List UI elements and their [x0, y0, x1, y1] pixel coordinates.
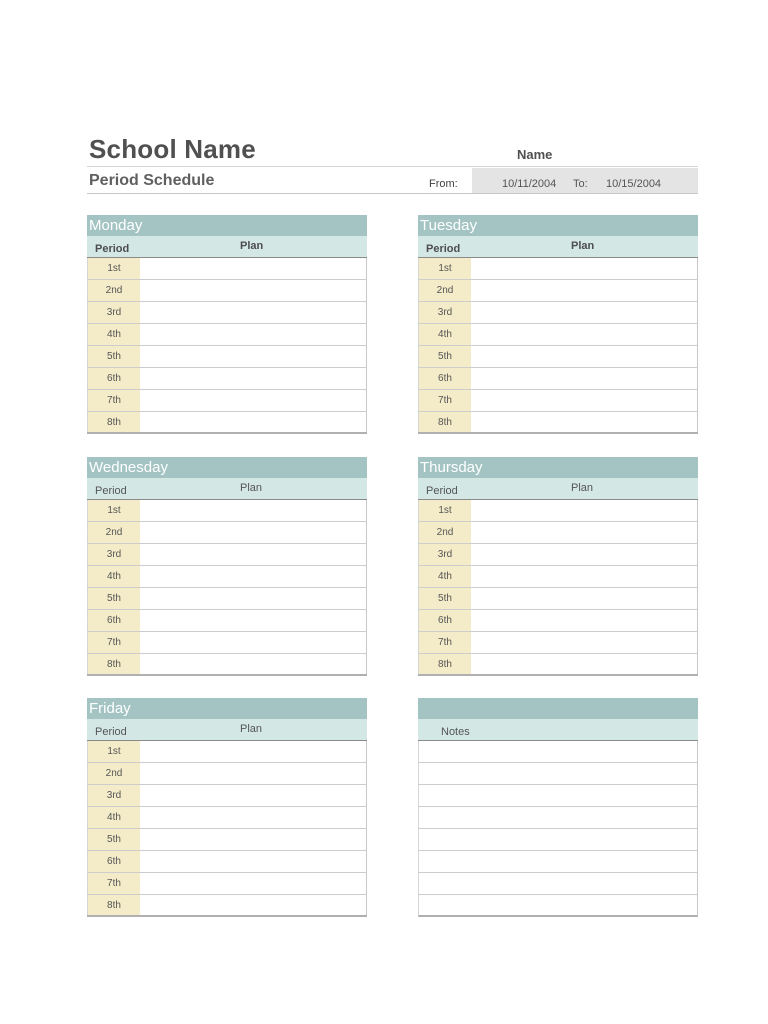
period-row [87, 829, 367, 851]
period-label: 2nd [87, 522, 140, 543]
plan-cell[interactable] [140, 741, 367, 762]
plan-cell[interactable] [140, 851, 367, 872]
period-column-label: Period [95, 485, 127, 497]
period-label: 4th [87, 807, 140, 828]
period-label: 8th [418, 412, 471, 432]
notes-line[interactable] [418, 895, 698, 917]
notes-line[interactable] [418, 741, 698, 763]
column-header [87, 478, 367, 500]
day-title: Tuesday [418, 215, 698, 236]
period-label: 7th [418, 632, 471, 653]
period-rows [87, 258, 367, 434]
plan-cell[interactable] [471, 566, 698, 587]
plan-cell[interactable] [140, 610, 367, 631]
period-row [418, 544, 698, 566]
plan-cell[interactable] [471, 654, 698, 674]
period-row [87, 807, 367, 829]
column-header [87, 719, 367, 741]
period-label: 4th [87, 324, 140, 345]
plan-cell[interactable] [471, 280, 698, 301]
period-label: 3rd [87, 785, 140, 806]
plan-cell[interactable] [140, 412, 367, 432]
plan-cell[interactable] [140, 566, 367, 587]
plan-cell[interactable] [140, 500, 367, 521]
period-row [87, 544, 367, 566]
name-label: Name [517, 147, 553, 162]
period-rows [87, 741, 367, 917]
day-title: Wednesday [87, 457, 367, 478]
column-header [418, 236, 698, 258]
plan-cell[interactable] [471, 544, 698, 565]
plan-cell[interactable] [140, 368, 367, 389]
notes-line[interactable] [418, 785, 698, 807]
period-label: 7th [87, 390, 140, 411]
period-row [87, 632, 367, 654]
period-row [418, 302, 698, 324]
plan-cell[interactable] [471, 632, 698, 653]
period-row [87, 302, 367, 324]
page-subtitle: Period Schedule [89, 172, 215, 189]
plan-cell[interactable] [140, 544, 367, 565]
period-column-label: Period [426, 243, 461, 255]
plan-cell[interactable] [140, 522, 367, 543]
period-label: 3rd [418, 544, 471, 565]
period-label: 2nd [418, 280, 471, 301]
plan-cell[interactable] [140, 588, 367, 609]
to-label: To: [573, 178, 588, 190]
period-label: 3rd [87, 302, 140, 323]
period-label: 6th [87, 610, 140, 631]
day-panel-thursday [418, 457, 698, 676]
period-row [87, 873, 367, 895]
plan-cell[interactable] [471, 500, 698, 521]
plan-cell[interactable] [471, 412, 698, 432]
period-row [87, 346, 367, 368]
period-row [418, 346, 698, 368]
period-row [87, 851, 367, 873]
period-row [418, 566, 698, 588]
school-name: School Name [89, 134, 256, 164]
period-rows [418, 500, 698, 676]
period-row [418, 258, 698, 280]
plan-column-label: Plan [571, 482, 594, 494]
period-row [87, 324, 367, 346]
period-label: 5th [418, 346, 471, 367]
period-label: 2nd [418, 522, 471, 543]
period-row [87, 785, 367, 807]
period-row [418, 280, 698, 302]
period-row [87, 412, 367, 434]
plan-column-label: Plan [240, 723, 263, 735]
period-row [87, 588, 367, 610]
period-row [418, 390, 698, 412]
period-label: 5th [87, 588, 140, 609]
period-column-label: Period [95, 243, 130, 255]
divider-bottom [87, 193, 698, 194]
notes-column-header [418, 719, 698, 741]
period-label: 5th [87, 829, 140, 850]
day-panel-friday [87, 698, 367, 917]
period-label: 1st [87, 741, 140, 762]
notes-panel [418, 698, 698, 917]
period-label: 8th [418, 654, 471, 674]
plan-cell[interactable] [140, 390, 367, 411]
period-rows [87, 500, 367, 676]
plan-cell[interactable] [140, 895, 367, 915]
plan-cell[interactable] [471, 522, 698, 543]
divider-top [87, 166, 698, 167]
day-title: Friday [87, 698, 367, 719]
period-label: 1st [418, 500, 471, 521]
period-row [418, 632, 698, 654]
period-label: 5th [87, 346, 140, 367]
plan-cell[interactable] [140, 302, 367, 323]
period-rows [418, 258, 698, 434]
plan-cell[interactable] [471, 390, 698, 411]
period-row [418, 500, 698, 522]
period-row [418, 610, 698, 632]
period-label: 2nd [87, 763, 140, 784]
from-label: From: [429, 178, 458, 190]
period-label: 8th [87, 654, 140, 674]
period-label: 4th [418, 566, 471, 587]
from-date-field[interactable]: 10/11/2004 [502, 178, 557, 190]
period-row [418, 588, 698, 610]
period-column-label: Period [95, 726, 127, 738]
period-row [87, 895, 367, 917]
period-row [87, 258, 367, 280]
period-row [418, 412, 698, 434]
period-row [87, 566, 367, 588]
period-row [87, 390, 367, 412]
plan-cell[interactable] [140, 785, 367, 806]
period-label: 2nd [87, 280, 140, 301]
plan-column-label: Plan [240, 240, 264, 252]
day-panel-wednesday [87, 457, 367, 676]
day-title: Thursday [418, 457, 698, 478]
notes-column-label: Notes [441, 726, 470, 738]
plan-cell[interactable] [140, 763, 367, 784]
day-title: Monday [87, 215, 367, 236]
period-row [87, 368, 367, 390]
period-row [418, 324, 698, 346]
period-row [87, 280, 367, 302]
period-label: 1st [418, 258, 471, 279]
plan-cell[interactable] [471, 302, 698, 323]
plan-cell[interactable] [140, 280, 367, 301]
period-row [87, 654, 367, 676]
period-label: 1st [87, 258, 140, 279]
period-label: 7th [87, 873, 140, 894]
notes-line[interactable] [418, 829, 698, 851]
period-label: 4th [418, 324, 471, 345]
plan-cell[interactable] [140, 873, 367, 894]
plan-cell[interactable] [140, 807, 367, 828]
notes-line[interactable] [418, 851, 698, 873]
period-column-label: Period [426, 485, 458, 497]
plan-cell[interactable] [471, 324, 698, 345]
period-label: 6th [87, 368, 140, 389]
plan-cell[interactable] [140, 324, 367, 345]
plan-cell[interactable] [471, 368, 698, 389]
period-row [418, 368, 698, 390]
to-date-field[interactable]: 10/15/2004 [606, 178, 662, 190]
period-row [87, 741, 367, 763]
period-label: 6th [418, 610, 471, 631]
notes-line[interactable] [418, 873, 698, 895]
plan-cell[interactable] [140, 829, 367, 850]
period-label: 8th [87, 895, 140, 915]
plan-cell[interactable] [471, 610, 698, 631]
plan-cell[interactable] [140, 632, 367, 653]
period-row [87, 500, 367, 522]
period-label: 1st [87, 500, 140, 521]
column-header [87, 236, 367, 258]
period-row [87, 610, 367, 632]
plan-cell[interactable] [471, 588, 698, 609]
column-header [418, 478, 698, 500]
period-label: 5th [418, 588, 471, 609]
period-label: 3rd [87, 544, 140, 565]
period-row [418, 522, 698, 544]
plan-cell[interactable] [471, 258, 698, 279]
plan-column-label: Plan [240, 482, 263, 494]
period-label: 4th [87, 566, 140, 587]
plan-cell[interactable] [140, 346, 367, 367]
period-row [418, 654, 698, 676]
notes-line[interactable] [418, 763, 698, 785]
plan-column-label: Plan [571, 240, 595, 252]
period-label: 6th [87, 851, 140, 872]
plan-cell[interactable] [471, 346, 698, 367]
period-label: 3rd [418, 302, 471, 323]
notes-rows [418, 741, 698, 917]
period-label: 6th [418, 368, 471, 389]
plan-cell[interactable] [140, 654, 367, 674]
plan-cell[interactable] [140, 258, 367, 279]
period-row [87, 763, 367, 785]
period-label: 7th [87, 632, 140, 653]
notes-line[interactable] [418, 807, 698, 829]
day-panel-tuesday [418, 215, 698, 434]
notes-title-bar [418, 698, 698, 719]
period-label: 7th [418, 390, 471, 411]
period-label: 8th [87, 412, 140, 432]
period-row [87, 522, 367, 544]
day-panel-monday [87, 215, 367, 434]
